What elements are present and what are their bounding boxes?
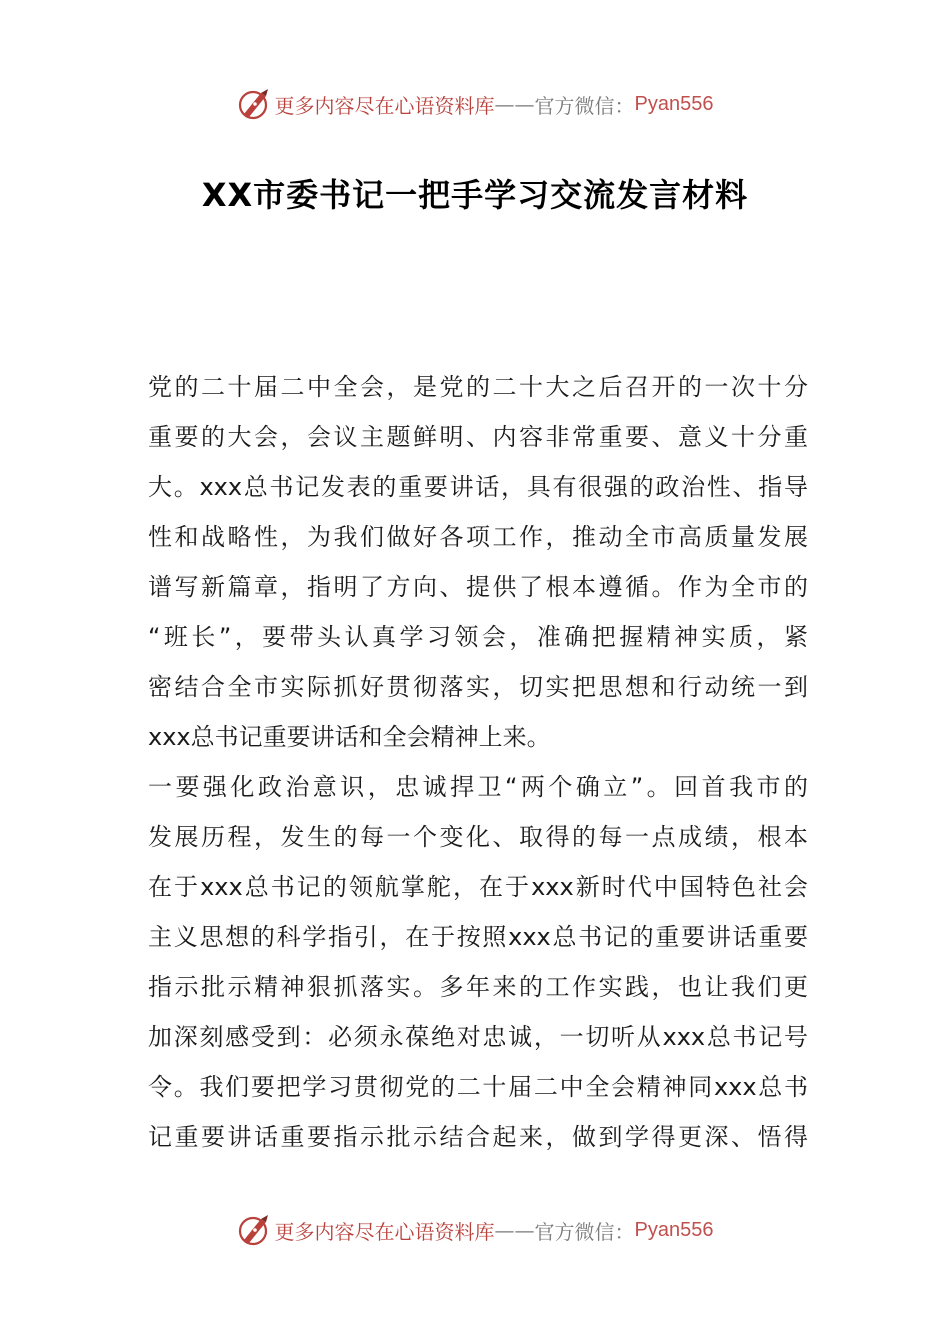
body-line: 密结合全市实际抓好贯彻落实，切实把思想和行动统一到	[148, 673, 808, 701]
pen-nib-logo-icon	[237, 1213, 271, 1247]
body-line: 谱写新篇章，指明了方向、提供了根本遵循。作为全市的	[148, 573, 808, 601]
banner-site-text: 更多内容尽在心语资料库	[274, 1219, 495, 1244]
footer-banner	[0, 1208, 950, 1252]
body-line: 重要的大会，会议主题鲜明、内容非常重要、意义十分重	[148, 423, 808, 451]
body-line: xxx总书记重要讲话和全会精神上来。	[148, 723, 551, 751]
banner-site-text: 更多内容尽在心语资料库	[274, 93, 495, 118]
body-line: 发展历程，发生的每一个变化、取得的每一点成绩，根本	[148, 823, 808, 851]
banner-wechat-label: 官方微信：	[534, 93, 635, 118]
body-line: 党的二十届二中全会，是党的二十大之后召开的一次十分	[148, 373, 808, 401]
banner-dash: ——	[494, 1218, 535, 1242]
body-line: 主义思想的科学指引，在于按照xxx总书记的重要讲话重要	[148, 923, 808, 951]
body-line: “班长”，要带头认真学习领会，准确把握精神实质，紧	[148, 623, 808, 651]
banner-dash: ——	[494, 92, 535, 116]
body-line: 令。我们要把学习贯彻党的二十届二中全会精神同xxx总书	[148, 1073, 808, 1101]
pen-nib-logo-icon	[237, 87, 271, 121]
document-body	[148, 362, 808, 1162]
header-banner	[0, 82, 950, 126]
body-line: 大。xxx总书记发表的重要讲话，具有很强的政治性、指导	[148, 473, 808, 501]
body-line: 在于xxx总书记的领航掌舵，在于xxx新时代中国特色社会	[148, 873, 808, 901]
banner-wechat-id: Pyan556	[634, 1218, 714, 1241]
body-line: 指示批示精神狠抓落实。多年来的工作实践，也让我们更	[148, 973, 808, 1001]
body-line: 记重要讲话重要指示批示结合起来，做到学得更深、悟得	[148, 1123, 808, 1151]
body-line: 性和战略性，为我们做好各项工作，推动全市高质量发展	[148, 523, 808, 551]
body-line: 加深刻感受到：必须永葆绝对忠诚，一切听从xxx总书记号	[148, 1023, 808, 1051]
banner-wechat-label: 官方微信：	[534, 1219, 635, 1244]
banner-wechat-id: Pyan556	[634, 92, 714, 115]
body-line: 一要强化政治意识，忠诚捍卫“两个确立”。回首我市的	[148, 773, 808, 801]
document-title: XX市委书记一把手学习交流发言材料	[201, 176, 749, 214]
